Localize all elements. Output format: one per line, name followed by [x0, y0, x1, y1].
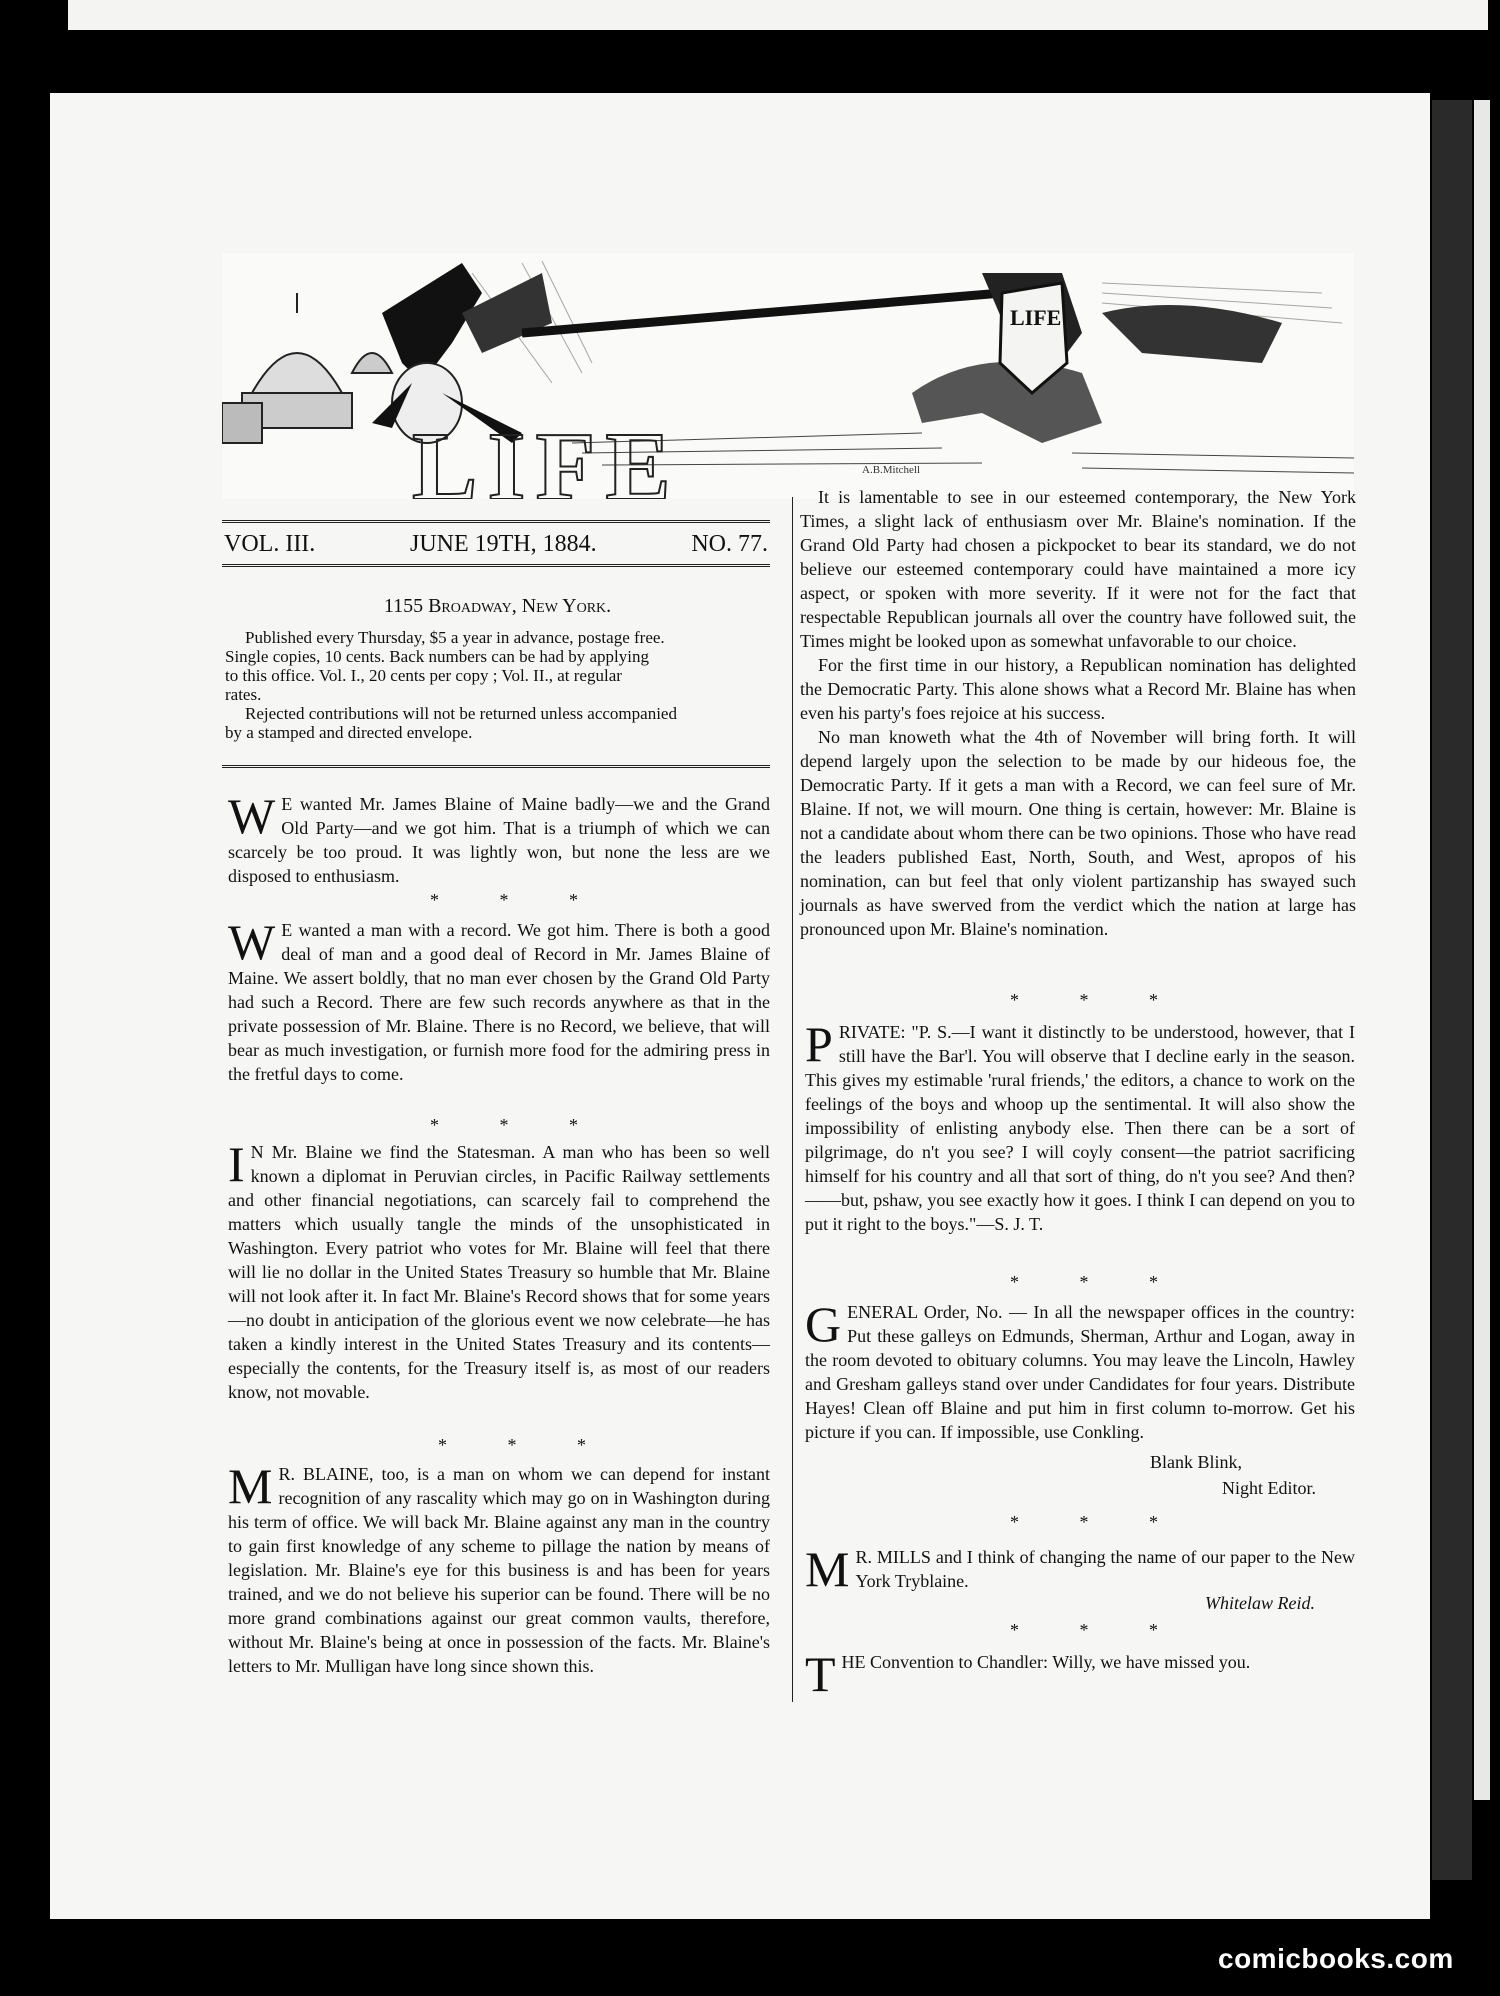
private-note [805, 1016, 1355, 1236]
paragraph-text: HE Convention to Chandler: Willy, we have missed you. [841, 1652, 1251, 1672]
paragraph-text: ENERAL Order, No. — In all the newspaper offices in the country: Put these galleys on Edmunds, Sherman, Arthur and Logan, away in the room devoted to obituary columns. You may leave the Lincoln, Hawley and Gresham galleys stand over under Candidates for four years. Distribute Hayes! Clean off Blaine and put him in first column to-morrow. Get his picture if you can. If impossible, use Conkling. [805, 1302, 1355, 1442]
section-rule [222, 765, 770, 768]
mills-note [805, 1541, 1355, 1597]
column-divider [792, 497, 793, 1702]
drop-cap: W [228, 788, 276, 844]
section-stars: * * * [1010, 1620, 1186, 1640]
pub-line: by a stamped and directed envelope. [225, 723, 473, 742]
editorial-paragraph-3 [228, 1136, 770, 1404]
section-stars: * * * [1010, 990, 1186, 1010]
signature-whitelaw-reid: Whitelaw Reid. [1205, 1593, 1315, 1613]
general-order [805, 1296, 1355, 1444]
paragraph-text: For the first time in our history, a Republican nomination has delighted the Democratic Party. This alone shows what a Record Mr. Blaine has when even his party's foes rejoice at his success. [800, 655, 1356, 723]
volume-number: VOL. III. [224, 531, 316, 557]
signature-night-editor: Night Editor. [1222, 1478, 1316, 1498]
drop-cap: I [228, 1136, 245, 1192]
section-stars: * * * [430, 1115, 606, 1135]
right-column [800, 485, 1356, 941]
life-logo: LIFE [412, 413, 681, 499]
drop-cap: M [228, 1458, 273, 1514]
section-stars: * * * [438, 1435, 614, 1455]
shield-label: LIFE [1010, 305, 1062, 330]
issue-bar [222, 520, 770, 567]
convention-note [805, 1646, 1355, 1702]
site-watermark: comicbooks.com [1218, 1943, 1454, 1974]
editorial-paragraph-1 [228, 788, 770, 888]
paragraph-text: E wanted a man with a record. We got him. There is both a good deal of man and a good deal of Record in Mr. James Blaine of Maine. We assert boldly, that no man ever chosen by the Grand Old Party had such a Record. There are few such records anywhere as that in the private possession of Mr. Blaine. There is no Record, we believe, that will bear as much investigation, or furnish more food for the admiring press in the fretful days to come. [228, 920, 770, 1084]
editorial-paragraph-4 [228, 1458, 770, 1678]
section-stars: * * * [1010, 1272, 1186, 1292]
paragraph-text: RIVATE: "P. S.—I want it distinctly to be understood, however, that I still have the Bar'l. You will observe that I decline early in the season. This gives my estimable 'rural friends,' the editors, a chance to work on the feelings of the boys and whoop up the sentimental. It will also show the impossibility of enlisting anybody else. Then there can be a sort of pilgrimage, do n't you see? I will coyly consent—the patriot sacrificing himself for his country and all that sort of thing, do n't you see? And then?——but, pshaw, you see exactly how it goes. I think I can depend on you to put it right to the boys."—S. J. T. [805, 1022, 1355, 1234]
editorial-paragraph-2 [228, 914, 770, 1086]
pub-line: to this office. Vol. I., 20 cents per copy ; Vol. II., at regular [225, 666, 622, 685]
next-page-shadow [1432, 100, 1472, 1880]
issue-number: NO. 77. [691, 531, 768, 557]
issue-date: JUNE 19TH, 1884. [409, 531, 597, 557]
drop-cap: G [805, 1296, 842, 1352]
drop-cap: M [805, 1541, 850, 1597]
artist-signature: A.B.Mitchell [862, 464, 921, 476]
publisher-address: 1155 Broadway, New York. [383, 595, 612, 617]
paragraph-text: N Mr. Blaine we find the Statesman. A man who has been so well known a diplomat in Peruvian circles, in Pacific Railway settlements and other financial negotiations, can scarcely fail to comprehend the matters which usually tangle the minds of the unsophisticated in Washington. Every patriot who votes for Mr. Blaine will feel that there will lie no dollar in the United States Treasury so humble that Mr. Blaine will not look after it. In fact Mr. Blaine's Record shows that for some years—no doubt in anticipation of the glorious event we now celebrate—he has taken a kindly interest in the United States Treasury and its contents—especially the contents, for the Treasury itself is, as most of our readers know, not movable. [228, 1142, 770, 1402]
drop-cap: P [805, 1016, 833, 1072]
paragraph-text: No man knoweth what the 4th of November will bring forth. It will depend largely upon the selection to be made by our hideous foe, the Democratic Party. If it gets a man with a Record, we can feel sure of Mr. Blaine. If not, we will mourn. One thing is certain, however: Mr. Blaine is not a candidate about whom there can be two opinions. Those who have read the leaders published East, North, South, and West, apropos of his nomination, can but feel that only violent partizanship has swayed such journals as have swerved from the verdict which the nation at large has pronounced upon Mr. Blaine's nomination. [800, 727, 1356, 939]
pub-line: rates. [225, 685, 262, 704]
drop-cap: T [805, 1646, 836, 1702]
section-stars: * * * [430, 890, 606, 910]
masthead-illustration [222, 253, 1354, 499]
signature-blank-blink: Blank Blink, [1150, 1452, 1243, 1472]
pub-line: Published every Thursday, $5 a year in advance, postage free. [245, 628, 665, 647]
paragraph-text: E wanted Mr. James Blaine of Maine badly—we and the Grand Old Party—and we got him. That is a triumph of which we can scarcely be too proud. It was lightly won, but none the less are we disposed to enthusiasm. [228, 794, 770, 886]
pub-line: Rejected contributions will not be returned unless accompanied [245, 704, 677, 723]
paragraph-text: R. BLAINE, too, is a man on whom we can depend for instant recognition of any rascality which may go on in Washington during his term of office. We will back Mr. Blaine against any man in the country to gain first knowledge of any scheme to pillage the nation by means of legislation. Mr. Blaine's eye for this business is and has been for years trained, and we do not believe his superior can be found. There will be no more grand combinations against our great common vaults, therefore, without Mr. Blaine's being at once in possession of the facts. Mr. Blaine's letters to Mr. Mulligan have long since shown this. [228, 1464, 770, 1676]
pub-line: Single copies, 10 cents. Back numbers can be had by applying [225, 647, 649, 666]
paragraph-text: It is lamentable to see in our esteemed contemporary, the New York Times, a slight lack of enthusiasm over Mr. Blaine's nomination. If the Grand Old Party had chosen a pickpocket to bear its standard, we do not believe our esteemed contemporary could have maintained a more icy aspect, or spoken with more severity. If it were not for the fact that respectable Republican journals all over the country have followed suit, the Times might be looked upon as somewhat unfavorable to our choice. [800, 487, 1356, 651]
section-stars: * * * [1010, 1512, 1186, 1532]
previous-page-edge [68, 0, 1488, 30]
paragraph-text: R. MILLS and I think of changing the name of our paper to the New York Tryblaine. [855, 1547, 1355, 1591]
next-page-edge [1474, 100, 1490, 1800]
publishing-notice [225, 628, 770, 742]
drop-cap: W [228, 914, 276, 970]
